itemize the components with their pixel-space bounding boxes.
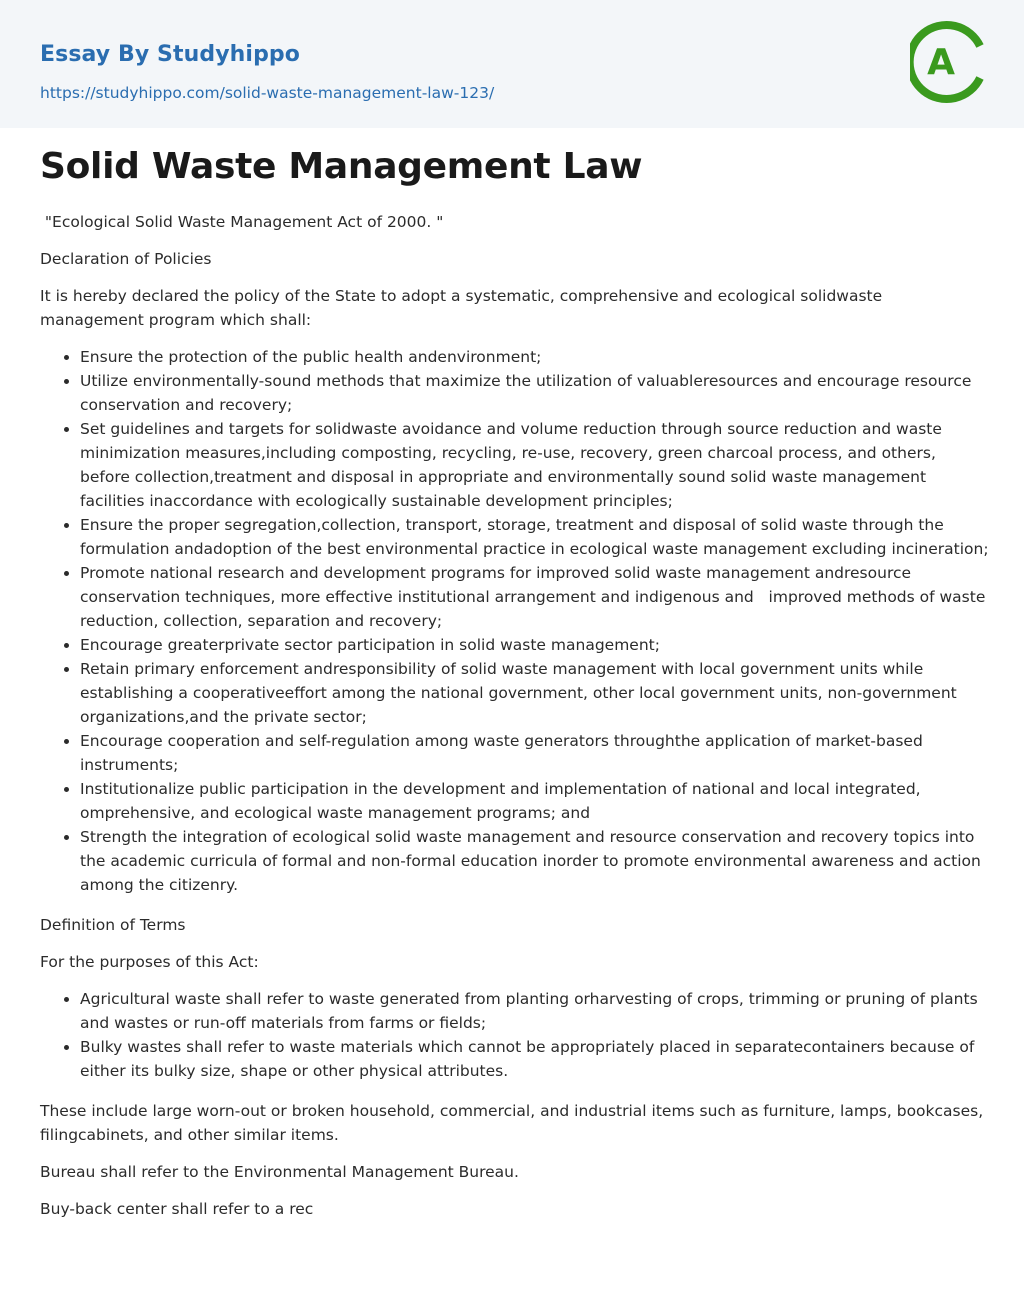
list-item: • Encourage greaterprivate sector participation in solid waste management; (80, 633, 990, 657)
list-item: • Ensure the proper segregation,collection, transport, storage, treatment and disposal of solid waste through the formulation andadoption of the best environmental practice in ecological waste management excluding incineration; (80, 513, 990, 561)
source-url-link[interactable]: https://studyhippo.com/solid-waste-management-law-123/ (40, 84, 495, 102)
policy-list (40, 345, 990, 897)
list-item: • Set guidelines and targets for solidwaste avoidance and volume reduction through source reduction and waste minimization measures,including composting, recycling, re-use, recovery, green charcoal process, and others, before collection,treatment and disposal in appropriate and environmentally sound solid waste management facilities inaccordance with ecologically sustainable development principles; (80, 417, 990, 513)
list-item: • Retain primary enforcement andresponsibility of solid waste management with local government units while establishing a cooperativeeffort among the national government, other local government units, non-government organizations,and the private sector; (80, 657, 990, 729)
site-brand[interactable]: Essay By Studyhippo (40, 42, 300, 67)
paragraph-bureau: Bureau shall refer to the Environmental Management Bureau. (40, 1163, 519, 1181)
definition-list (40, 987, 990, 1083)
logo-letter: A (927, 42, 955, 83)
list-item: • Utilize environmentally-sound methods that maximize the utilization of valuableresources and encourage resource conservation and recovery; (80, 369, 990, 417)
paragraph-bulky-items: These include large worn-out or broken household, commercial, and industrial items such as furniture, lamps, bookcases, filingcabinets, and other similar items. (40, 1102, 984, 1144)
section-intro-policies: It is hereby declared the policy of the State to adopt a systematic, comprehensive and ecological solidwaste management program which shall: (40, 287, 883, 329)
site-header (0, 0, 1024, 128)
paragraph-buyback: Buy-back center shall refer to a rec (40, 1200, 314, 1218)
section-intro-definitions: For the purposes of this Act: (40, 953, 259, 971)
list-item: • Institutionalize public participation in the development and implementation of national and local integrated, omprehensive, and ecological waste management programs; and (80, 777, 990, 825)
list-item: • Bulky wastes shall refer to waste materials which cannot be appropriately placed in separatecontainers because of either its bulky size, shape or other physical attributes. (80, 1035, 990, 1083)
essay-subtitle: "Ecological Solid Waste Management Act of 2000. " (40, 213, 444, 231)
section-heading-definitions: Definition of Terms (40, 916, 186, 934)
list-item: • Ensure the protection of the public health andenvironment; (80, 345, 990, 369)
list-item: • Encourage cooperation and self-regulation among waste generators throughthe application of market-based instruments; (80, 729, 990, 777)
section-heading-policies: Declaration of Policies (40, 250, 212, 268)
studyhippo-logo-icon[interactable] (910, 18, 988, 106)
essay-content (40, 140, 990, 1234)
list-item: • Strength the integration of ecological solid waste management and resource conservation and recovery topics into the academic curricula of formal and non-formal education inorder to promote environmental awareness and action among the citizenry. (80, 825, 990, 897)
essay-title: Solid Waste Management Law (40, 146, 643, 187)
list-item: • Promote national research and development programs for improved solid waste management andresource conservation techniques, more effective institutional arrangement and indigenous and improved methods of waste reduction, collection, separation and recovery; (80, 561, 990, 633)
list-item: • Agricultural waste shall refer to waste generated from planting orharvesting of crops, trimming or pruning of plants and wastes or run-off materials from farms or fields; (80, 987, 990, 1035)
